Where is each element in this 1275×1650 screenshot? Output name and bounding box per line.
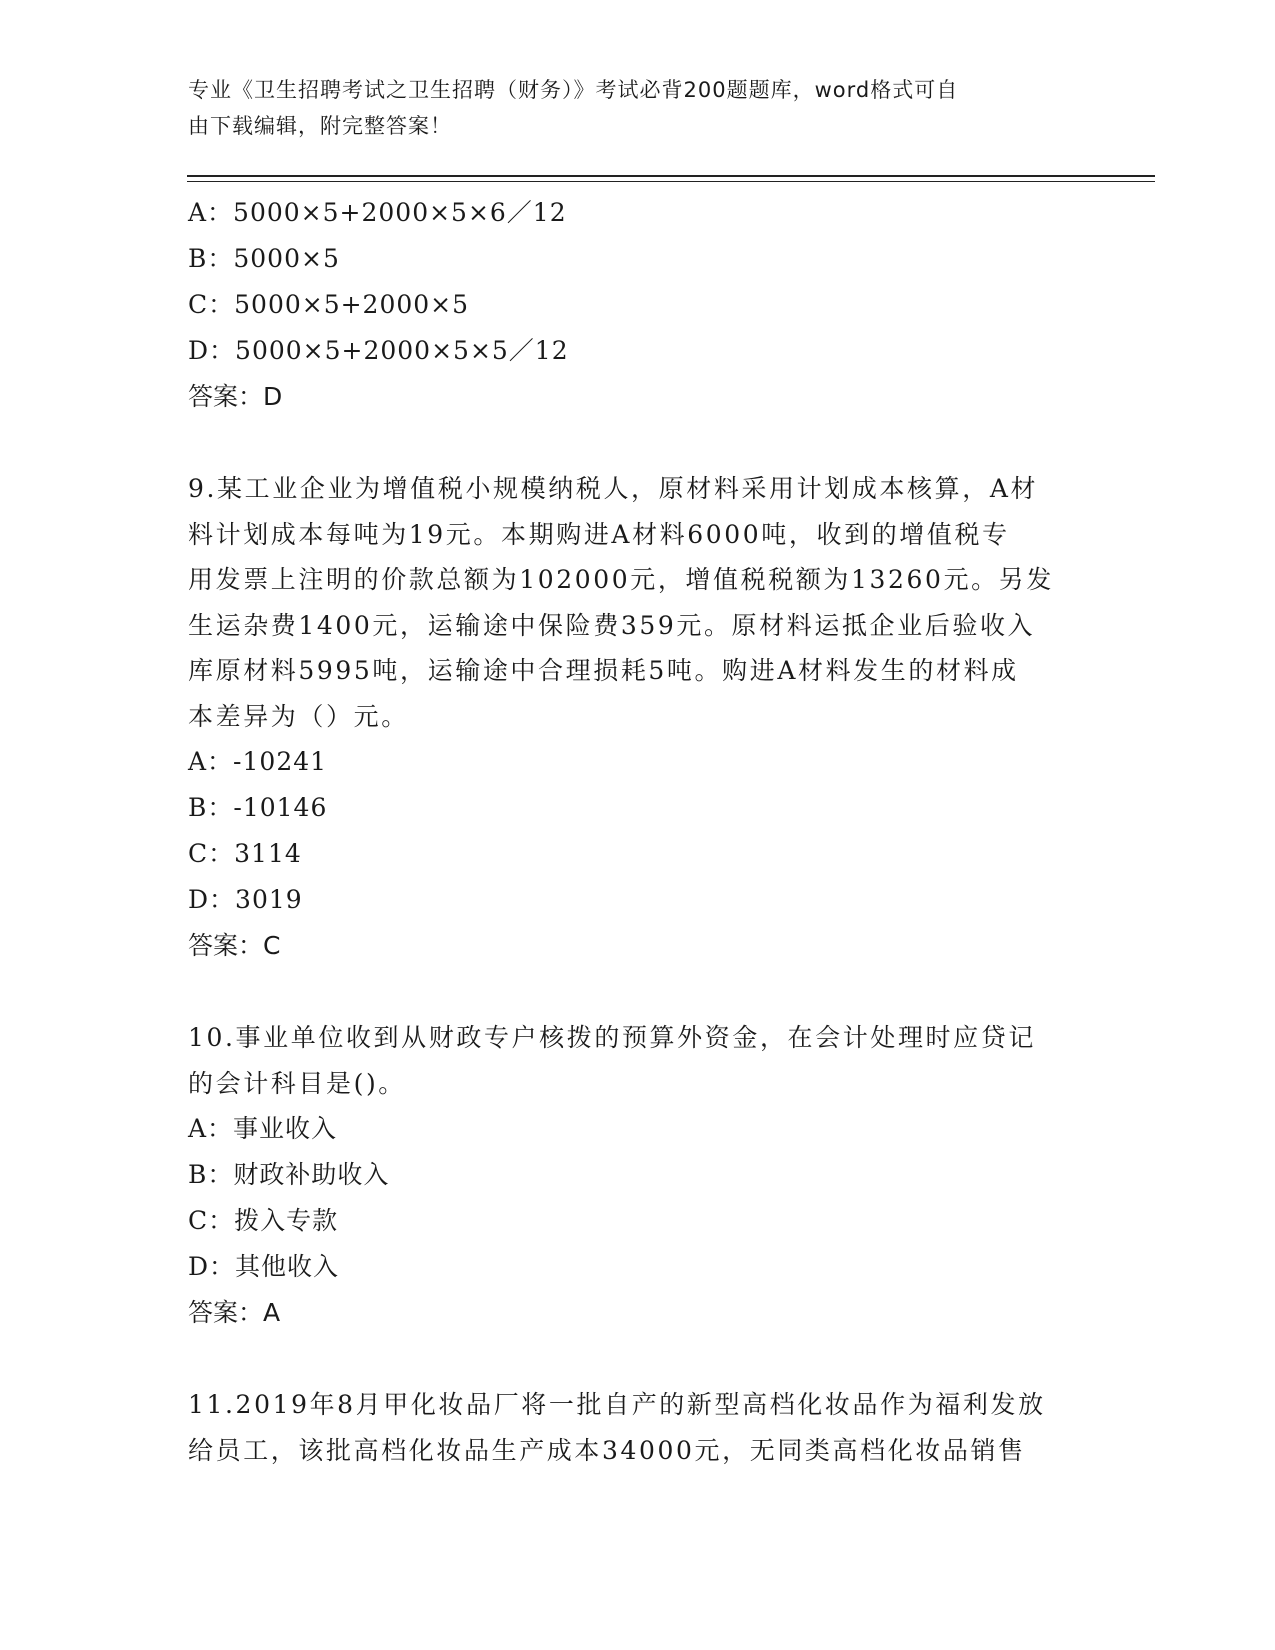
option-d: D：其他收入: [188, 1252, 340, 1281]
question-line: 本差异为（）元。: [188, 701, 409, 731]
option-c: C：5000×5+2000×5: [188, 290, 470, 319]
option-d: D：5000×5+2000×5×5／12: [188, 336, 569, 365]
header-line: 由下载编辑，附完整答案！: [188, 114, 452, 138]
question-line: 给员工，该批高档化妆品生产成本34000元，无同类高档化妆品销售: [188, 1435, 1026, 1465]
question-line: 用发票上注明的价款总额为102000元，增值税税额为13260元。另发: [188, 565, 1054, 594]
question-line: 库原材料5995吨，运输途中合理损耗5吨。购进A材料发生的材料成: [188, 656, 1019, 685]
option-b: B：5000×5: [188, 244, 340, 273]
option-c: C：3114: [188, 839, 302, 868]
question-line: 料计划成本每吨为19元。本期购进A材料6000吨，收到的增值税专: [188, 519, 1010, 549]
option-b: B：财政补助收入: [188, 1160, 390, 1189]
question-line: 9.某工业企业为增值税小规模纳税人，原材料采用计划成本核算，A材: [188, 474, 1039, 503]
header-divider: [187, 175, 1155, 177]
answer-line: 答案：A: [188, 1298, 281, 1327]
question-text: [188, 1382, 1088, 1473]
question-line: 11.2019年8月甲化妆品厂将一批自产的新型高档化妆品作为福利发放: [188, 1390, 1046, 1419]
question-10-block: [188, 1015, 1088, 1336]
question-text: [188, 1015, 1088, 1106]
question-line: 10.事业单位收到从财政专户核拨的预算外资金，在会计处理时应贷记: [188, 1023, 1036, 1052]
option-a: A：事业收入: [188, 1114, 338, 1143]
answer-line: 答案：D: [188, 382, 283, 411]
question-text: [188, 466, 1088, 739]
option-d: D：3019: [188, 885, 303, 914]
question-11-block: [188, 1382, 1088, 1473]
document-body: [188, 190, 1088, 1473]
document-header: [188, 72, 1068, 144]
option-b: B：-10146: [188, 793, 328, 822]
option-a: A：5000×5+2000×5×6／12: [188, 198, 567, 227]
header-line: 专业《卫生招聘考试之卫生招聘（财务）》考试必背200题题库，word格式可自: [188, 78, 959, 102]
question-9-block: [188, 466, 1088, 969]
answer-line: 答案：C: [188, 931, 281, 960]
question-line: 的会计科目是()。: [188, 1068, 406, 1098]
question-8-block: [188, 190, 1088, 420]
option-a: A：-10241: [188, 747, 328, 776]
question-line: 生运杂费1400元，运输途中保险费359元。原材料运抵企业后验收入: [188, 610, 1036, 640]
header-divider-thin: [187, 181, 1155, 182]
option-c: C：拨入专款: [188, 1206, 339, 1235]
